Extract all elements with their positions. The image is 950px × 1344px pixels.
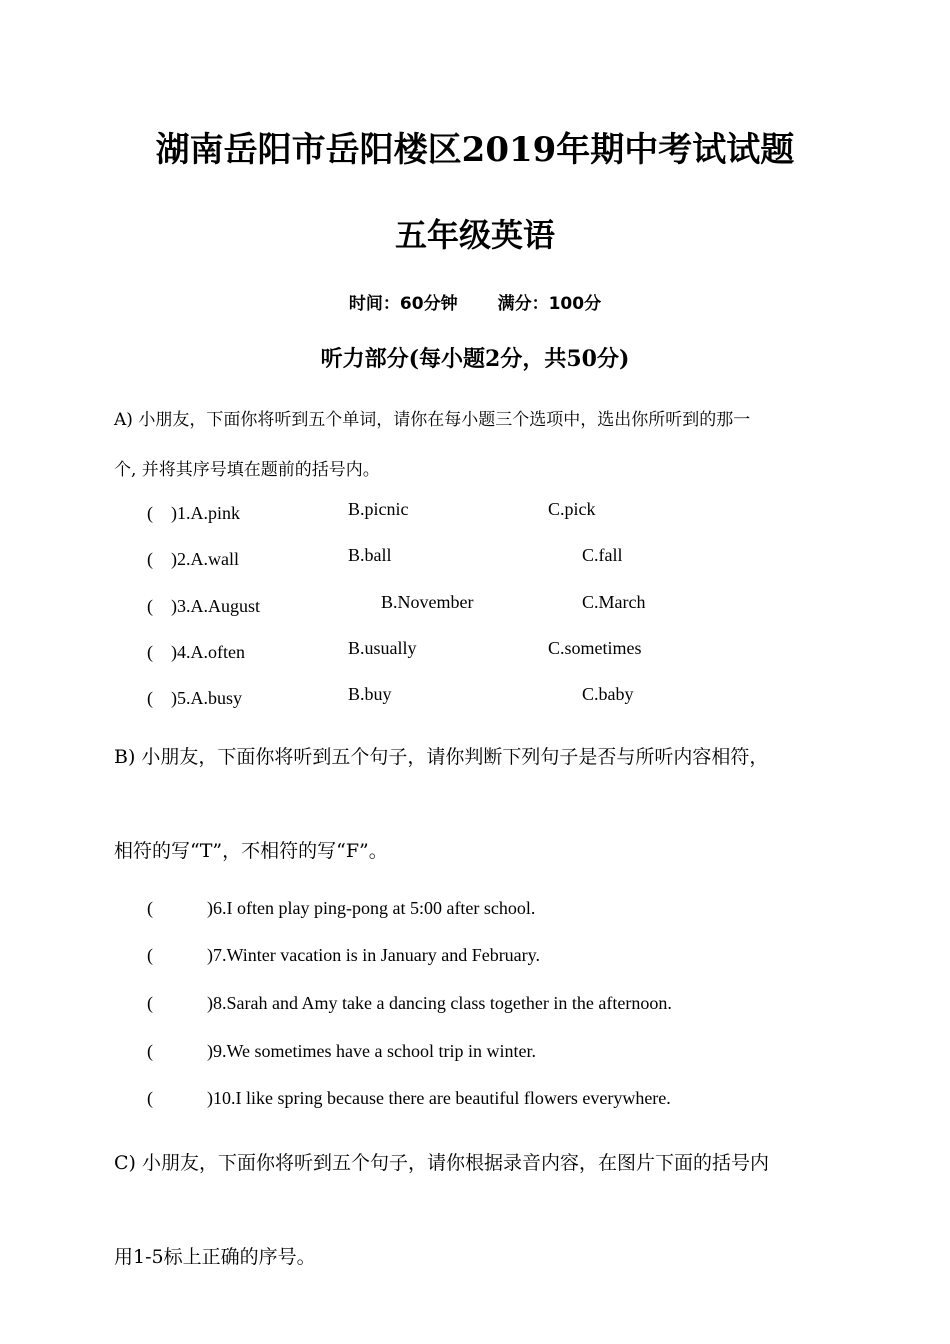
- part-b-item-8: )8.Sarah and Amy take a dancing class together in the afternoon.: [207, 993, 672, 1013]
- listening-section-title: 听力部分(每小题2分，共50分): [320, 346, 630, 372]
- part-c-instruction-line2: 用1-5标上正确的序号。: [114, 1246, 316, 1268]
- part-b-item-10-paren: (: [147, 1088, 153, 1108]
- part-a-item-5-c: C.baby: [582, 684, 634, 704]
- part-a-item-4-a: ( )4.A.often: [147, 642, 245, 662]
- part-b-item-6: )6.I often play ping-pong at 5:00 after school.: [207, 898, 536, 918]
- exam-time: 时间：60分钟: [348, 294, 458, 314]
- part-a-item-1-a: ( )1.A.pink: [147, 503, 240, 523]
- page-subtitle: 五年级英语: [394, 216, 555, 254]
- part-b-item-6-paren: (: [147, 898, 153, 918]
- part-a-item-2-c: C.fall: [582, 545, 623, 565]
- part-a-item-4-b: B.usually: [348, 638, 417, 658]
- part-b-item-7-paren: (: [147, 945, 153, 965]
- part-a-item-2-a: ( )2.A.wall: [147, 549, 239, 569]
- exam-score: 满分：100分: [497, 294, 602, 314]
- part-b-item-9: )9.We sometimes have a school trip in winter.: [207, 1041, 536, 1061]
- part-a-item-3-c: C.March: [582, 592, 646, 612]
- part-b-item-8-paren: (: [147, 993, 153, 1013]
- part-a-item-2-b: B.ball: [348, 545, 392, 565]
- part-b-instruction-line1: B) 小朋友，下面你将听到五个句子，请你判断下列句子是否与所听内容相符，: [114, 746, 769, 768]
- part-b-item-10: )10.I like spring because there are beautiful flowers everywhere.: [207, 1088, 671, 1108]
- exam-meta: [0, 289, 950, 314]
- part-c-instruction-line1: C) 小朋友，下面你将听到五个句子，请你根据录音内容，在图片下面的括号内: [114, 1152, 769, 1174]
- part-a-instruction-line1: A) 小朋友，下面你将听到五个单词，请你在每小题三个选项中，选出你所听到的那一: [114, 410, 751, 430]
- part-a-item-4-c: C.sometimes: [548, 638, 642, 658]
- part-a-item-5-a: ( )5.A.busy: [147, 688, 242, 708]
- part-b-instruction-line2: 相符的写“T”，不相符的写“F”。: [114, 840, 388, 862]
- part-a-instruction-line2: 个, 并将其序号填在题前的括号内。: [114, 460, 380, 480]
- part-a-item-5-b: B.buy: [348, 684, 392, 704]
- part-b-item-7: )7.Winter vacation is in January and February.: [207, 945, 540, 965]
- part-a-item-1-c: C.pick: [548, 499, 596, 519]
- part-a-item-3-b: B.November: [381, 592, 474, 612]
- part-a-item-3-a: ( )3.A.August: [147, 596, 260, 616]
- part-a-item-1-b: B.picnic: [348, 499, 409, 519]
- part-b-item-9-paren: (: [147, 1041, 153, 1061]
- page-title: 湖南岳阳市岳阳楼区2019年期中考试试题: [155, 130, 795, 170]
